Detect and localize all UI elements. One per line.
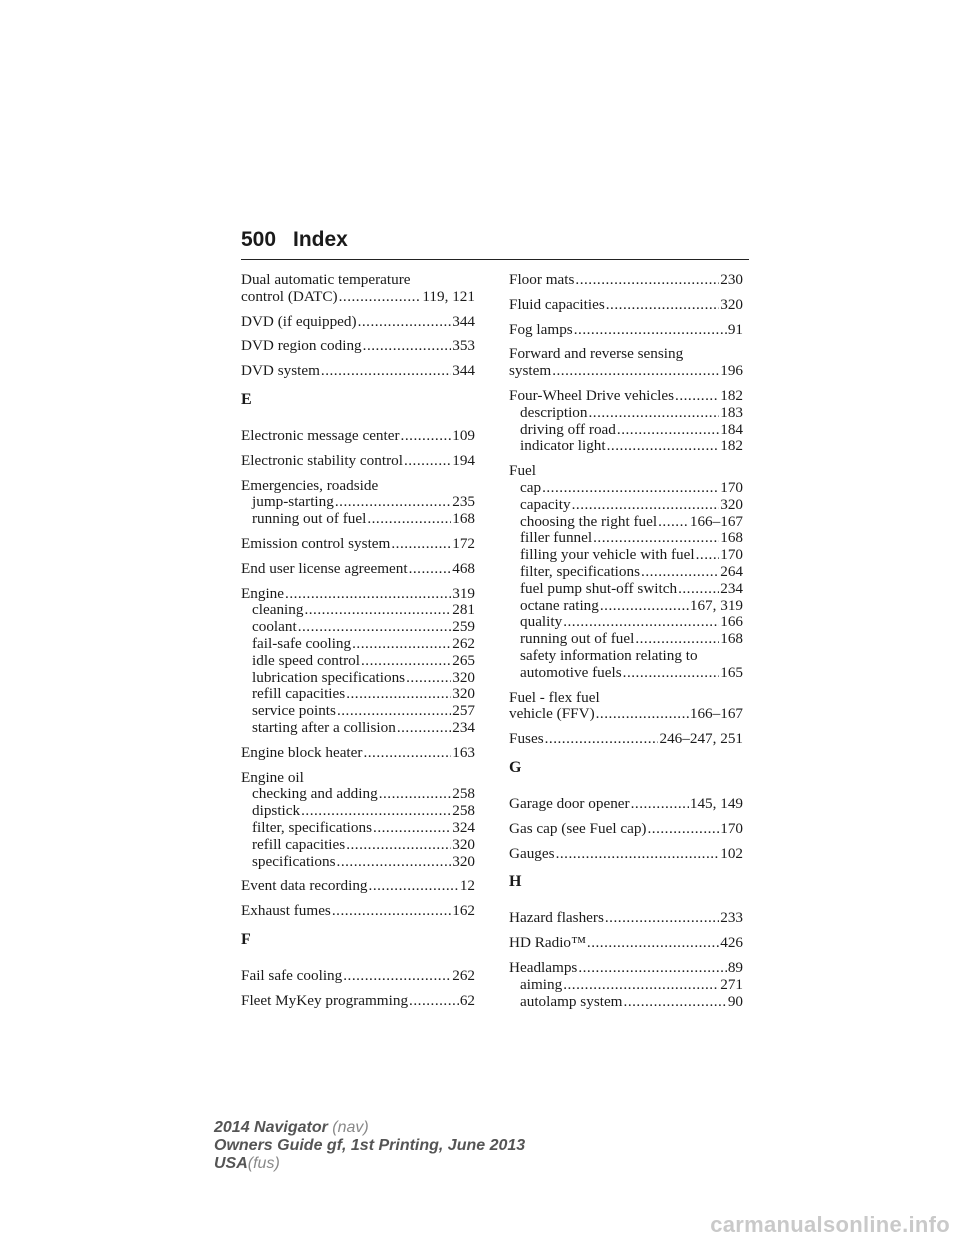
entry-term: Fleet MyKey programming	[241, 991, 409, 1009]
dot-leader	[397, 720, 451, 737]
entry-term: starting after a collision	[252, 718, 396, 736]
index-entry	[241, 314, 475, 331]
index-subentry	[241, 670, 475, 687]
dot-leader	[335, 494, 451, 511]
index-entry-line	[241, 338, 475, 355]
header-rule	[241, 259, 749, 260]
index-subentry	[509, 631, 743, 648]
dot-leader	[391, 536, 451, 553]
index-entry-line	[509, 846, 743, 863]
index-subentry	[509, 514, 743, 531]
index-entry	[509, 846, 743, 863]
dot-leader	[606, 297, 719, 314]
page-reference: 184	[720, 420, 743, 438]
index-entry	[509, 272, 743, 289]
page-reference: 170	[720, 819, 743, 837]
page-reference: 168	[720, 529, 743, 547]
index-subentry	[241, 636, 475, 653]
index-entry	[509, 322, 743, 339]
index-entry	[509, 388, 743, 455]
page-reference: 281	[452, 601, 475, 619]
page-reference: 167, 319	[689, 596, 743, 614]
dot-leader	[641, 564, 719, 581]
page-reference: 183	[720, 403, 743, 421]
entry-term: autolamp system	[520, 992, 623, 1010]
dot-leader	[545, 731, 659, 748]
index-entry	[241, 903, 475, 920]
entry-term: Electronic message center	[241, 426, 400, 444]
entry-term: system	[509, 362, 552, 380]
index-subentry	[509, 405, 743, 422]
page-reference: 319	[452, 584, 475, 602]
index-entry	[509, 346, 743, 380]
index-letter-heading: G	[509, 758, 522, 776]
index-subentry	[241, 837, 475, 854]
entry-term: Engine block heater	[241, 743, 363, 761]
index-entry-line	[509, 363, 743, 380]
page-reference: 230	[720, 271, 743, 288]
dot-leader	[363, 745, 451, 762]
page-reference: 89	[727, 958, 743, 976]
index-entry-line	[241, 968, 475, 985]
index-entry	[509, 960, 743, 1010]
page-reference: 12	[459, 877, 475, 895]
page-reference: 168	[452, 510, 475, 528]
index-entry-line	[241, 314, 475, 331]
index-subentry	[241, 653, 475, 670]
document-footer	[214, 1119, 525, 1173]
entry-term: choosing the right fuel	[520, 512, 658, 530]
index-entry	[241, 745, 475, 762]
index-entry	[509, 796, 743, 813]
entry-term: fail-safe cooling	[252, 634, 352, 652]
index-entry	[241, 363, 475, 380]
dot-leader	[369, 878, 459, 895]
index-entry	[241, 478, 475, 528]
entry-term: fuel pump shut-off switch	[520, 579, 678, 597]
dot-leader	[343, 968, 451, 985]
entry-term: running out of fuel	[252, 510, 367, 528]
dot-leader	[596, 706, 689, 723]
entry-term: Four-Wheel Drive vehicles	[509, 386, 675, 404]
page-reference: 194	[452, 451, 475, 469]
page-reference: 262	[452, 966, 475, 984]
index-subentry	[509, 422, 743, 439]
dot-leader	[373, 820, 451, 837]
watermark: carmanualsonline.info	[710, 1212, 950, 1237]
index-column-left	[241, 272, 475, 1018]
entry-term: Gas cap (see Fuel cap)	[509, 819, 647, 837]
entry-term: coolant	[252, 618, 297, 636]
index-subentry	[509, 530, 743, 547]
entry-term: capacity	[520, 495, 571, 513]
entry-term: filter, specifications	[520, 562, 641, 580]
dot-leader	[675, 388, 719, 405]
index-subentry	[509, 497, 743, 514]
index-entry	[509, 821, 743, 838]
index-subentry	[241, 854, 475, 871]
entry-term: DVD region coding	[241, 337, 362, 355]
dot-leader	[339, 289, 422, 306]
index-subentry	[241, 602, 475, 619]
index-subentry	[241, 494, 475, 511]
entry-term: running out of fuel	[520, 630, 635, 648]
index-entry	[241, 536, 475, 553]
footer-line-edition: Owners Guide gf, 1st Printing, June 2013	[214, 1137, 526, 1154]
index-entry-line	[241, 536, 475, 553]
index-entry-line	[509, 297, 743, 314]
index-subentry	[509, 547, 743, 564]
page-reference: 344	[452, 362, 475, 380]
entry-term: Emergencies, roadside	[241, 476, 379, 494]
page-reference: 182	[720, 437, 743, 455]
dot-leader	[678, 581, 719, 598]
page-reference: 234	[720, 579, 743, 597]
index-entry-line	[509, 388, 743, 405]
dot-leader	[346, 686, 451, 703]
entry-term: jump-starting	[252, 493, 334, 511]
index-entry-line	[241, 428, 475, 445]
index-subentry	[241, 820, 475, 837]
entry-term: octane rating	[520, 596, 599, 614]
entry-term: Dual automatic temperature	[241, 271, 411, 288]
index-subentry	[509, 994, 743, 1011]
entry-term: cleaning	[252, 601, 304, 619]
entry-term: aiming	[520, 975, 563, 993]
index-entry-line	[241, 453, 475, 470]
index-entry-line	[509, 272, 743, 289]
page-reference: 90	[727, 992, 743, 1010]
dot-leader	[346, 837, 451, 854]
dot-leader	[361, 653, 451, 670]
entry-term: Emission control system	[241, 534, 391, 552]
page-reference: 258	[452, 785, 475, 803]
page-reference: 265	[452, 651, 475, 669]
dot-leader	[301, 803, 451, 820]
entry-term: description	[520, 403, 588, 421]
entry-term: vehicle (FFV)	[509, 705, 595, 723]
index-entry-line	[241, 745, 475, 762]
dot-leader	[298, 619, 452, 636]
page-reference: 246–247, 251	[659, 730, 743, 748]
dot-leader	[352, 636, 451, 653]
entry-term: control (DATC)	[241, 287, 338, 305]
index-entry	[241, 968, 475, 985]
entry-term: End user license agreement	[241, 559, 408, 577]
index-entry-line	[241, 770, 475, 787]
dot-leader	[572, 497, 720, 514]
dot-leader	[635, 631, 719, 648]
page-reference: 163	[452, 743, 475, 761]
index-subentry	[509, 581, 743, 598]
dot-leader	[542, 480, 719, 497]
index-entry	[241, 993, 475, 1010]
index-subentry	[241, 686, 475, 703]
index-subentry	[509, 438, 743, 455]
entry-term: Gauges	[509, 844, 555, 862]
entry-term: Event data recording	[241, 877, 368, 895]
dot-leader	[631, 796, 689, 813]
dot-leader	[607, 438, 720, 455]
dot-leader	[624, 994, 727, 1011]
index-entry-line	[509, 935, 743, 952]
index-subentry	[241, 803, 475, 820]
page-reference: 353	[452, 337, 475, 355]
entry-term: filling your vehicle with fuel	[520, 546, 695, 564]
index-subentry	[241, 720, 475, 737]
page-reference: 166–167	[689, 705, 743, 723]
entry-term: service points	[252, 702, 336, 720]
entry-term: refill capacities	[252, 835, 346, 853]
dot-leader	[363, 338, 452, 355]
index-entry-line	[241, 903, 475, 920]
index-subentry	[241, 619, 475, 636]
page-reference: 264	[720, 562, 743, 580]
entry-term: checking and adding	[252, 785, 378, 803]
page-reference: 172	[452, 534, 475, 552]
dot-leader	[588, 405, 719, 422]
index-entry	[509, 690, 743, 724]
index-entry-line	[509, 706, 743, 723]
dot-leader	[358, 314, 452, 331]
entry-term: Fail safe cooling	[241, 966, 343, 984]
index-column-right	[509, 272, 743, 1018]
index-subentry	[509, 665, 743, 682]
dot-leader	[578, 960, 726, 977]
dot-leader	[605, 910, 719, 927]
page-reference: 259	[452, 618, 475, 636]
page-reference: 182	[720, 386, 743, 404]
page-reference: 233	[720, 909, 743, 927]
entry-term: Engine oil	[241, 768, 304, 786]
index-entry	[509, 935, 743, 952]
entry-term: Exhaust fumes	[241, 902, 331, 920]
index-entry-line	[509, 960, 743, 977]
index-entry	[509, 463, 743, 681]
index-letter-heading: H	[509, 873, 522, 891]
page-reference: 102	[720, 844, 743, 862]
page-reference: 320	[452, 852, 475, 870]
index-subentry	[509, 598, 743, 615]
index-subentry	[509, 480, 743, 497]
dot-leader	[379, 786, 452, 803]
entry-term: filter, specifications	[252, 818, 373, 836]
index-subentry	[509, 564, 743, 581]
dot-leader	[647, 821, 719, 838]
entry-term: cap	[520, 478, 542, 496]
dot-leader	[401, 428, 452, 445]
index-subentry	[509, 977, 743, 994]
index-entry-line	[241, 363, 475, 380]
page-reference: 235	[452, 493, 475, 511]
index-entry-line	[509, 821, 743, 838]
index-entry-line	[241, 878, 475, 895]
entry-term: Fuel	[509, 462, 537, 480]
index-entry	[241, 770, 475, 871]
index-entry	[241, 878, 475, 895]
page-reference: 234	[452, 718, 475, 736]
dot-leader	[285, 586, 451, 603]
page-reference: 426	[720, 934, 743, 952]
dot-leader	[556, 846, 720, 863]
dot-leader	[367, 511, 451, 528]
entry-term: idle speed control	[252, 651, 360, 669]
entry-term: HD Radio™	[509, 934, 586, 952]
index-entry	[241, 561, 475, 578]
entry-term: DVD (if equipped)	[241, 312, 357, 330]
page-reference: 196	[720, 362, 743, 380]
page-reference: 258	[452, 802, 475, 820]
index-entry	[241, 272, 475, 306]
page-reference: 109	[452, 426, 475, 444]
entry-term: Electronic stability control	[241, 451, 403, 469]
page-reference: 170	[720, 478, 743, 496]
page-reference: 165	[720, 663, 743, 681]
page-reference: 320	[452, 685, 475, 703]
index-entry-line	[509, 731, 743, 748]
index-entry-line	[241, 993, 475, 1010]
page-reference: 324	[452, 818, 475, 836]
index-letter-heading: F	[241, 930, 251, 948]
index-entry	[241, 586, 475, 737]
page-reference: 344	[452, 312, 475, 330]
dot-leader	[563, 977, 719, 994]
page-reference: 162	[452, 902, 475, 920]
dot-leader	[696, 547, 720, 564]
page-reference: 320	[452, 835, 475, 853]
footer-line-model: 2014 Navigator (nav)	[214, 1119, 369, 1136]
index-entry-line	[241, 289, 475, 306]
index-entry	[509, 910, 743, 927]
index-entry-line	[509, 322, 743, 339]
dot-leader	[587, 935, 719, 952]
entry-term: Forward and reverse sensing	[509, 345, 684, 363]
entry-term: Headlamps	[509, 958, 578, 976]
dot-leader	[658, 514, 689, 531]
dot-leader	[337, 703, 451, 720]
section-title: Index	[293, 228, 348, 251]
index-entry	[241, 428, 475, 445]
footer-line-region: USA(fus)	[214, 1155, 280, 1172]
index-subentry	[509, 614, 743, 631]
entry-term: Floor mats	[509, 271, 575, 288]
entry-term: automotive fuels	[520, 663, 622, 681]
page-reference: 166	[720, 613, 743, 631]
entry-term: filler funnel	[520, 529, 593, 547]
dot-leader	[321, 363, 451, 380]
dot-leader	[600, 598, 689, 615]
index-entry-line	[509, 690, 743, 707]
entry-term: Engine	[241, 584, 285, 602]
index-entry-line	[241, 586, 475, 603]
entry-term: Fuel - flex fuel	[509, 688, 600, 706]
entry-term: Fog lamps	[509, 320, 573, 338]
index-entry-line	[241, 561, 475, 578]
page-reference: 62	[459, 991, 475, 1009]
dot-leader	[574, 322, 727, 339]
entry-term: indicator light	[520, 437, 606, 455]
page-reference: 257	[452, 702, 475, 720]
index-entry-line	[509, 910, 743, 927]
index-subentry	[509, 648, 743, 665]
dot-leader	[337, 854, 452, 871]
page-reference: 320	[720, 295, 743, 313]
entry-term: specifications	[252, 852, 336, 870]
index-entry-line	[509, 346, 743, 363]
entry-term: safety information relating to	[520, 646, 698, 664]
index-letter-heading: E	[241, 390, 252, 408]
index-entry-line	[509, 796, 743, 813]
dot-leader	[575, 272, 719, 289]
dot-leader	[617, 422, 719, 439]
page-reference: 168	[720, 630, 743, 648]
dot-leader	[623, 665, 720, 682]
page-reference: 119, 121	[422, 287, 475, 305]
page-reference: 91	[727, 320, 743, 338]
dot-leader	[404, 453, 451, 470]
dot-leader	[406, 670, 451, 687]
entry-term: driving off road	[520, 420, 616, 438]
dot-leader	[409, 561, 452, 578]
index-subentry	[241, 511, 475, 528]
index-entry-line	[509, 463, 743, 480]
entry-term: refill capacities	[252, 685, 346, 703]
page-header	[241, 228, 749, 258]
page-reference: 271	[720, 975, 743, 993]
index-entry	[509, 297, 743, 314]
index-entry-line	[241, 478, 475, 495]
index-subentry	[241, 786, 475, 803]
page-reference: 170	[720, 546, 743, 564]
index-entry	[241, 338, 475, 355]
dot-leader	[552, 363, 719, 380]
entry-term: dipstick	[252, 802, 301, 820]
dot-leader	[332, 903, 451, 920]
page-reference: 320	[452, 668, 475, 686]
entry-term: Fuses	[509, 730, 544, 748]
page-number: 500	[241, 228, 277, 251]
index-subentry	[241, 703, 475, 720]
page-reference: 166–167	[689, 512, 743, 530]
entry-term: DVD system	[241, 362, 320, 380]
index-entry	[241, 453, 475, 470]
entry-term: Hazard flashers	[509, 909, 604, 927]
entry-term: quality	[520, 613, 563, 631]
index-entry-line	[241, 272, 475, 289]
entry-term: Garage door opener	[509, 794, 630, 812]
page-reference: 145, 149	[689, 794, 743, 812]
page-reference: 320	[720, 495, 743, 513]
index-entry	[509, 731, 743, 748]
page-reference: 262	[452, 634, 475, 652]
entry-term: Fluid capacities	[509, 295, 605, 313]
dot-leader	[593, 530, 719, 547]
dot-leader	[563, 614, 719, 631]
entry-term: lubrication specifications	[252, 668, 406, 686]
page-reference: 468	[452, 559, 475, 577]
dot-leader	[409, 993, 459, 1010]
dot-leader	[304, 602, 451, 619]
